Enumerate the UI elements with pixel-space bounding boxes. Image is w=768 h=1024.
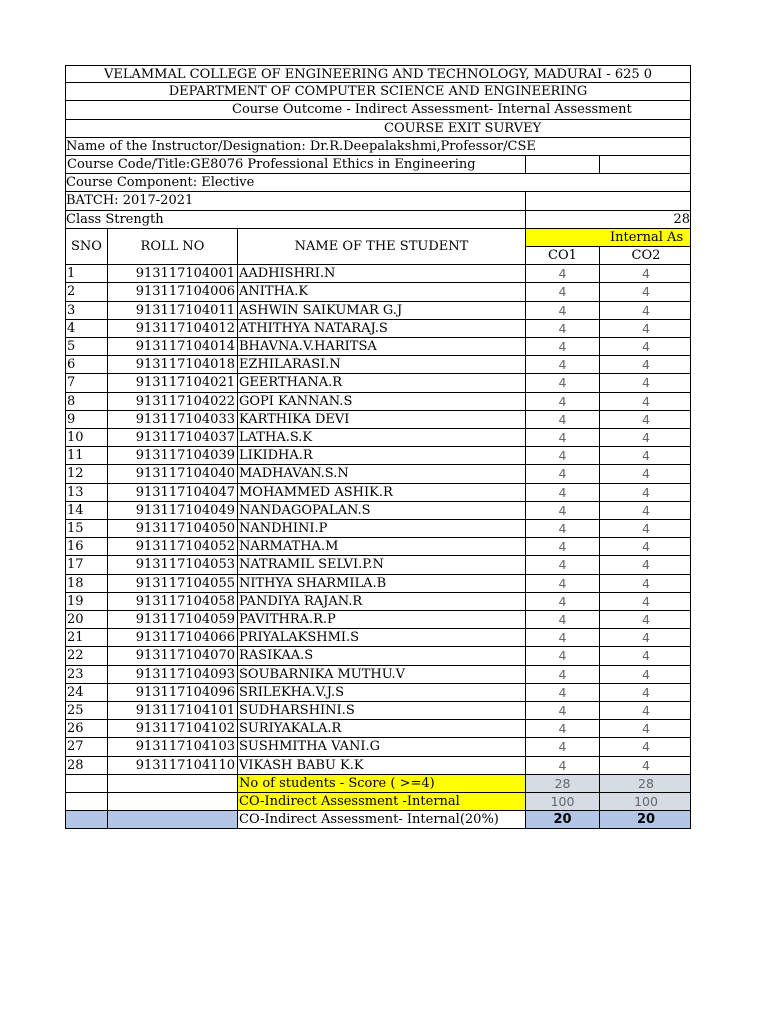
cell-co1: 4 xyxy=(526,338,600,355)
cell-name: SRILEKHA.V.J.S xyxy=(238,684,526,701)
college-title: VELAMMAL COLLEGE OF ENGINEERING AND TECHNOLOGY, MADURAI - 625 0 xyxy=(65,65,691,83)
cell-co1: 4 xyxy=(526,265,600,282)
cell-name: SOUBARNIKA MUTHU.V xyxy=(238,666,526,683)
cell-sno: 12 xyxy=(66,465,108,482)
cell-name: AADHISHRI.N xyxy=(238,265,526,282)
table-row xyxy=(65,647,691,665)
column-header xyxy=(65,229,691,265)
summary-co1: 20 xyxy=(526,811,600,828)
cell-name: GOPI KANNAN.S xyxy=(238,393,526,410)
table-row xyxy=(65,465,691,483)
cell-name: NANDAGOPALAN.S xyxy=(238,502,526,519)
table-row xyxy=(65,738,691,756)
cell-roll: 913117104049 xyxy=(108,502,238,519)
summary-label: CO-Indirect Assessment- Internal(20%) xyxy=(238,811,526,828)
summary-co1: 100 xyxy=(526,793,600,810)
table-row xyxy=(65,629,691,647)
cell-sno: 8 xyxy=(66,393,108,410)
table-row xyxy=(65,393,691,411)
cell-co1: 4 xyxy=(526,575,600,592)
cell-roll: 913117104053 xyxy=(108,556,238,573)
cell-co1: 4 xyxy=(526,502,600,519)
cell-co1: 4 xyxy=(526,356,600,373)
cell-co1: 4 xyxy=(526,593,600,610)
cell-roll: 913117104047 xyxy=(108,484,238,501)
cell-roll: 913117104001 xyxy=(108,265,238,282)
cell-sno: 5 xyxy=(66,338,108,355)
summary-row xyxy=(65,811,691,829)
cell-sno: 4 xyxy=(66,320,108,337)
cell-roll: 913117104050 xyxy=(108,520,238,537)
table-row xyxy=(65,720,691,738)
table-row xyxy=(65,429,691,447)
cell-co2: 4 xyxy=(642,703,650,718)
cell-name: GEERTHANA.R xyxy=(238,374,526,391)
cell-roll: 913117104102 xyxy=(108,720,238,737)
cell-co1: 4 xyxy=(526,629,600,646)
cell-sno: 1 xyxy=(66,265,108,282)
cell-roll: 913117104012 xyxy=(108,320,238,337)
summary-co2: 100 xyxy=(600,793,691,810)
cell-sno: 19 xyxy=(66,593,108,610)
summary-co2: 20 xyxy=(600,811,691,828)
cell-co1: 4 xyxy=(526,302,600,319)
table-row xyxy=(65,374,691,392)
table-row xyxy=(65,502,691,520)
cell-co2: 4 xyxy=(642,575,650,591)
cell-sno: 15 xyxy=(66,520,108,537)
cell-roll: 913117104022 xyxy=(108,393,238,410)
table-row xyxy=(65,538,691,556)
cell-co2: 4 xyxy=(642,648,650,664)
cell-co1: 4 xyxy=(526,538,600,555)
cell-name: ANITHA.K xyxy=(238,283,526,300)
cell-sno: 28 xyxy=(66,757,108,774)
cell-co2: 4 xyxy=(642,448,650,464)
cell-name: SUDHARSHINI.S xyxy=(238,702,526,719)
cell-co2: 4 xyxy=(642,593,650,609)
cell-co1: 4 xyxy=(526,647,600,664)
class-strength-row: Class Strength 28 xyxy=(65,211,691,229)
cell-roll: 913117104011 xyxy=(108,302,238,319)
cell-name: SURIYAKALA.R xyxy=(238,720,526,737)
cell-roll: 913117104103 xyxy=(108,738,238,755)
cell-name: NANDHINI.P xyxy=(238,520,526,537)
batch-row: BATCH: 2017-2021 xyxy=(65,192,691,210)
cell-roll: 913117104066 xyxy=(108,629,238,646)
cell-co1: 4 xyxy=(526,465,600,482)
cell-co2: 4 xyxy=(642,466,650,482)
cell-roll: 913117104021 xyxy=(108,374,238,391)
cell-co2: 4 xyxy=(642,684,650,700)
col-co1: CO1 xyxy=(526,247,600,265)
cell-co1: 4 xyxy=(526,757,600,774)
summary-label: No of students - Score ( >=4) xyxy=(238,775,526,792)
cell-co1: 4 xyxy=(526,702,600,719)
cell-roll: 913117104014 xyxy=(108,338,238,355)
cell-name: LIKIDHA.R xyxy=(238,447,526,464)
survey-title: COURSE EXIT SURVEY xyxy=(65,120,691,138)
cell-co1: 4 xyxy=(526,738,600,755)
cell-name: BHAVNA.V.HARITSA xyxy=(238,338,526,355)
summary-co1: 28 xyxy=(526,775,600,792)
cell-name: PAVITHRA.R.P xyxy=(238,611,526,628)
cell-name: RASIKAA.S xyxy=(238,647,526,664)
table-row xyxy=(65,611,691,629)
cell-sno: 10 xyxy=(66,429,108,446)
cell-name: VIKASH BABU K.K xyxy=(238,757,526,774)
cell-co1: 4 xyxy=(526,411,600,428)
cell-name: PANDIYA RAJAN.R xyxy=(238,593,526,610)
cell-name: EZHILARASI.N xyxy=(238,356,526,373)
cell-co2: 4 xyxy=(642,430,650,445)
cell-sno: 24 xyxy=(66,684,108,701)
cell-name: MOHAMMED ASHIK.R xyxy=(238,484,526,501)
cell-sno: 23 xyxy=(66,666,108,683)
cell-roll: 913117104110 xyxy=(108,757,238,774)
cell-co2: 4 xyxy=(642,502,650,518)
cell-co2: 4 xyxy=(642,612,650,627)
cell-name: LATHA.S.K xyxy=(238,429,526,446)
col-co2: CO2 xyxy=(631,247,661,263)
class-strength-value: 28 xyxy=(673,211,690,227)
table-row xyxy=(65,684,691,702)
cell-sno: 20 xyxy=(66,611,108,628)
cell-name: KARTHIKA DEVI xyxy=(238,411,526,428)
cell-sno: 27 xyxy=(66,738,108,755)
cell-name: PRIYALAKSHMI.S xyxy=(238,629,526,646)
cell-co2: 4 xyxy=(642,630,650,646)
table-row xyxy=(65,666,691,684)
summary-row xyxy=(65,793,691,811)
table-row xyxy=(65,447,691,465)
table-row xyxy=(65,338,691,356)
summary-blank xyxy=(66,811,108,828)
col-roll: ROLL NO xyxy=(108,229,238,264)
cell-sno: 18 xyxy=(66,575,108,592)
cell-roll: 913117104059 xyxy=(108,611,238,628)
cell-name: NARMATHA.M xyxy=(238,538,526,555)
table-row xyxy=(65,575,691,593)
cell-name: MADHAVAN.S.N xyxy=(238,465,526,482)
course-component-row: Course Component: Elective xyxy=(65,174,691,192)
cell-name: NITHYA SHARMILA.B xyxy=(238,575,526,592)
table-row xyxy=(65,356,691,374)
col-group: Internal As xyxy=(526,229,691,247)
summary-label: CO-Indirect Assessment -Internal xyxy=(238,793,526,810)
cell-co2: 4 xyxy=(642,266,650,282)
cell-name: ATHITHYA NATARAJ.S xyxy=(238,320,526,337)
cell-co2: 4 xyxy=(642,666,650,682)
cell-co2: 4 xyxy=(642,393,650,409)
cell-sno: 22 xyxy=(66,647,108,664)
cell-co2: 4 xyxy=(642,757,650,773)
col-sno: SNO xyxy=(66,229,108,264)
cell-co1: 4 xyxy=(526,720,600,737)
cell-sno: 11 xyxy=(66,447,108,464)
cell-co2: 4 xyxy=(642,739,650,755)
cell-co2: 4 xyxy=(642,339,650,354)
cell-roll: 913117104093 xyxy=(108,666,238,683)
table-row xyxy=(65,265,691,283)
cell-co1: 4 xyxy=(526,429,600,446)
cell-sno: 7 xyxy=(66,374,108,391)
cell-co1: 4 xyxy=(526,393,600,410)
cell-co2: 4 xyxy=(642,484,650,500)
cell-roll: 913117104033 xyxy=(108,411,238,428)
cell-roll: 913117104037 xyxy=(108,429,238,446)
summary-row xyxy=(65,775,691,793)
cell-co2: 4 xyxy=(642,320,650,336)
summary-blank xyxy=(108,775,238,792)
cell-sno: 9 xyxy=(66,411,108,428)
table-row xyxy=(65,484,691,502)
cell-roll: 913117104101 xyxy=(108,702,238,719)
table-row xyxy=(65,757,691,775)
cell-sno: 14 xyxy=(66,502,108,519)
table-row xyxy=(65,283,691,301)
cell-name: ASHWIN SAIKUMAR G.J xyxy=(238,302,526,319)
cell-co1: 4 xyxy=(526,684,600,701)
cell-roll: 913117104055 xyxy=(108,575,238,592)
cell-roll: 913117104018 xyxy=(108,356,238,373)
table-row xyxy=(65,702,691,720)
col-name: NAME OF THE STUDENT xyxy=(238,229,526,264)
cell-co1: 4 xyxy=(526,611,600,628)
summary-blank xyxy=(108,793,238,810)
cell-name: SUSHMITHA VANI.G xyxy=(238,738,526,755)
cell-sno: 13 xyxy=(66,484,108,501)
cell-co1: 4 xyxy=(526,320,600,337)
table-row xyxy=(65,411,691,429)
course-code-row: Course Code/Title:GE8076 Professional Ethics in Engineering xyxy=(65,156,691,174)
table-row xyxy=(65,556,691,574)
cell-sno: 21 xyxy=(66,629,108,646)
cell-roll: 913117104058 xyxy=(108,593,238,610)
cell-co1: 4 xyxy=(526,666,600,683)
cell-sno: 16 xyxy=(66,538,108,555)
cell-co2: 4 xyxy=(642,539,650,555)
cell-co2: 4 xyxy=(642,375,650,391)
cell-co2: 4 xyxy=(642,721,650,737)
summary-blank xyxy=(66,775,108,792)
cell-co1: 4 xyxy=(526,520,600,537)
summary-blank xyxy=(108,811,238,828)
cell-roll: 913117104052 xyxy=(108,538,238,555)
cell-co1: 4 xyxy=(526,283,600,300)
cell-co1: 4 xyxy=(526,484,600,501)
cell-co2: 4 xyxy=(642,284,650,300)
cell-roll: 913117104040 xyxy=(108,465,238,482)
table-row xyxy=(65,593,691,611)
department-title: DEPARTMENT OF COMPUTER SCIENCE AND ENGINEERING xyxy=(65,83,691,101)
cell-co1: 4 xyxy=(526,556,600,573)
instructor-row: Name of the Instructor/Designation: Dr.R.Deepalakshmi,Professor/CSE xyxy=(65,138,691,156)
cell-co1: 4 xyxy=(526,447,600,464)
table-row xyxy=(65,302,691,320)
cell-co2: 4 xyxy=(642,411,650,427)
cell-sno: 6 xyxy=(66,356,108,373)
cell-roll: 913117104096 xyxy=(108,684,238,701)
summary-blank xyxy=(66,793,108,810)
cell-sno: 17 xyxy=(66,556,108,573)
cell-roll: 913117104039 xyxy=(108,447,238,464)
cell-sno: 25 xyxy=(66,702,108,719)
course-outcome-title: Course Outcome - Indirect Assessment- Internal Assessment xyxy=(65,101,691,119)
table-row xyxy=(65,520,691,538)
table-row xyxy=(65,320,691,338)
cell-roll: 913117104006 xyxy=(108,283,238,300)
summary-co2: 28 xyxy=(600,775,691,792)
cell-co1: 4 xyxy=(526,374,600,391)
cell-co2: 4 xyxy=(642,557,650,573)
cell-sno: 3 xyxy=(66,302,108,319)
cell-co2: 4 xyxy=(642,521,650,536)
cell-sno: 26 xyxy=(66,720,108,737)
cell-co2: 4 xyxy=(642,302,650,318)
cell-co2: 4 xyxy=(642,357,650,373)
cell-name: NATRAMIL SELVI.P.N xyxy=(238,556,526,573)
cell-sno: 2 xyxy=(66,283,108,300)
cell-roll: 913117104070 xyxy=(108,647,238,664)
